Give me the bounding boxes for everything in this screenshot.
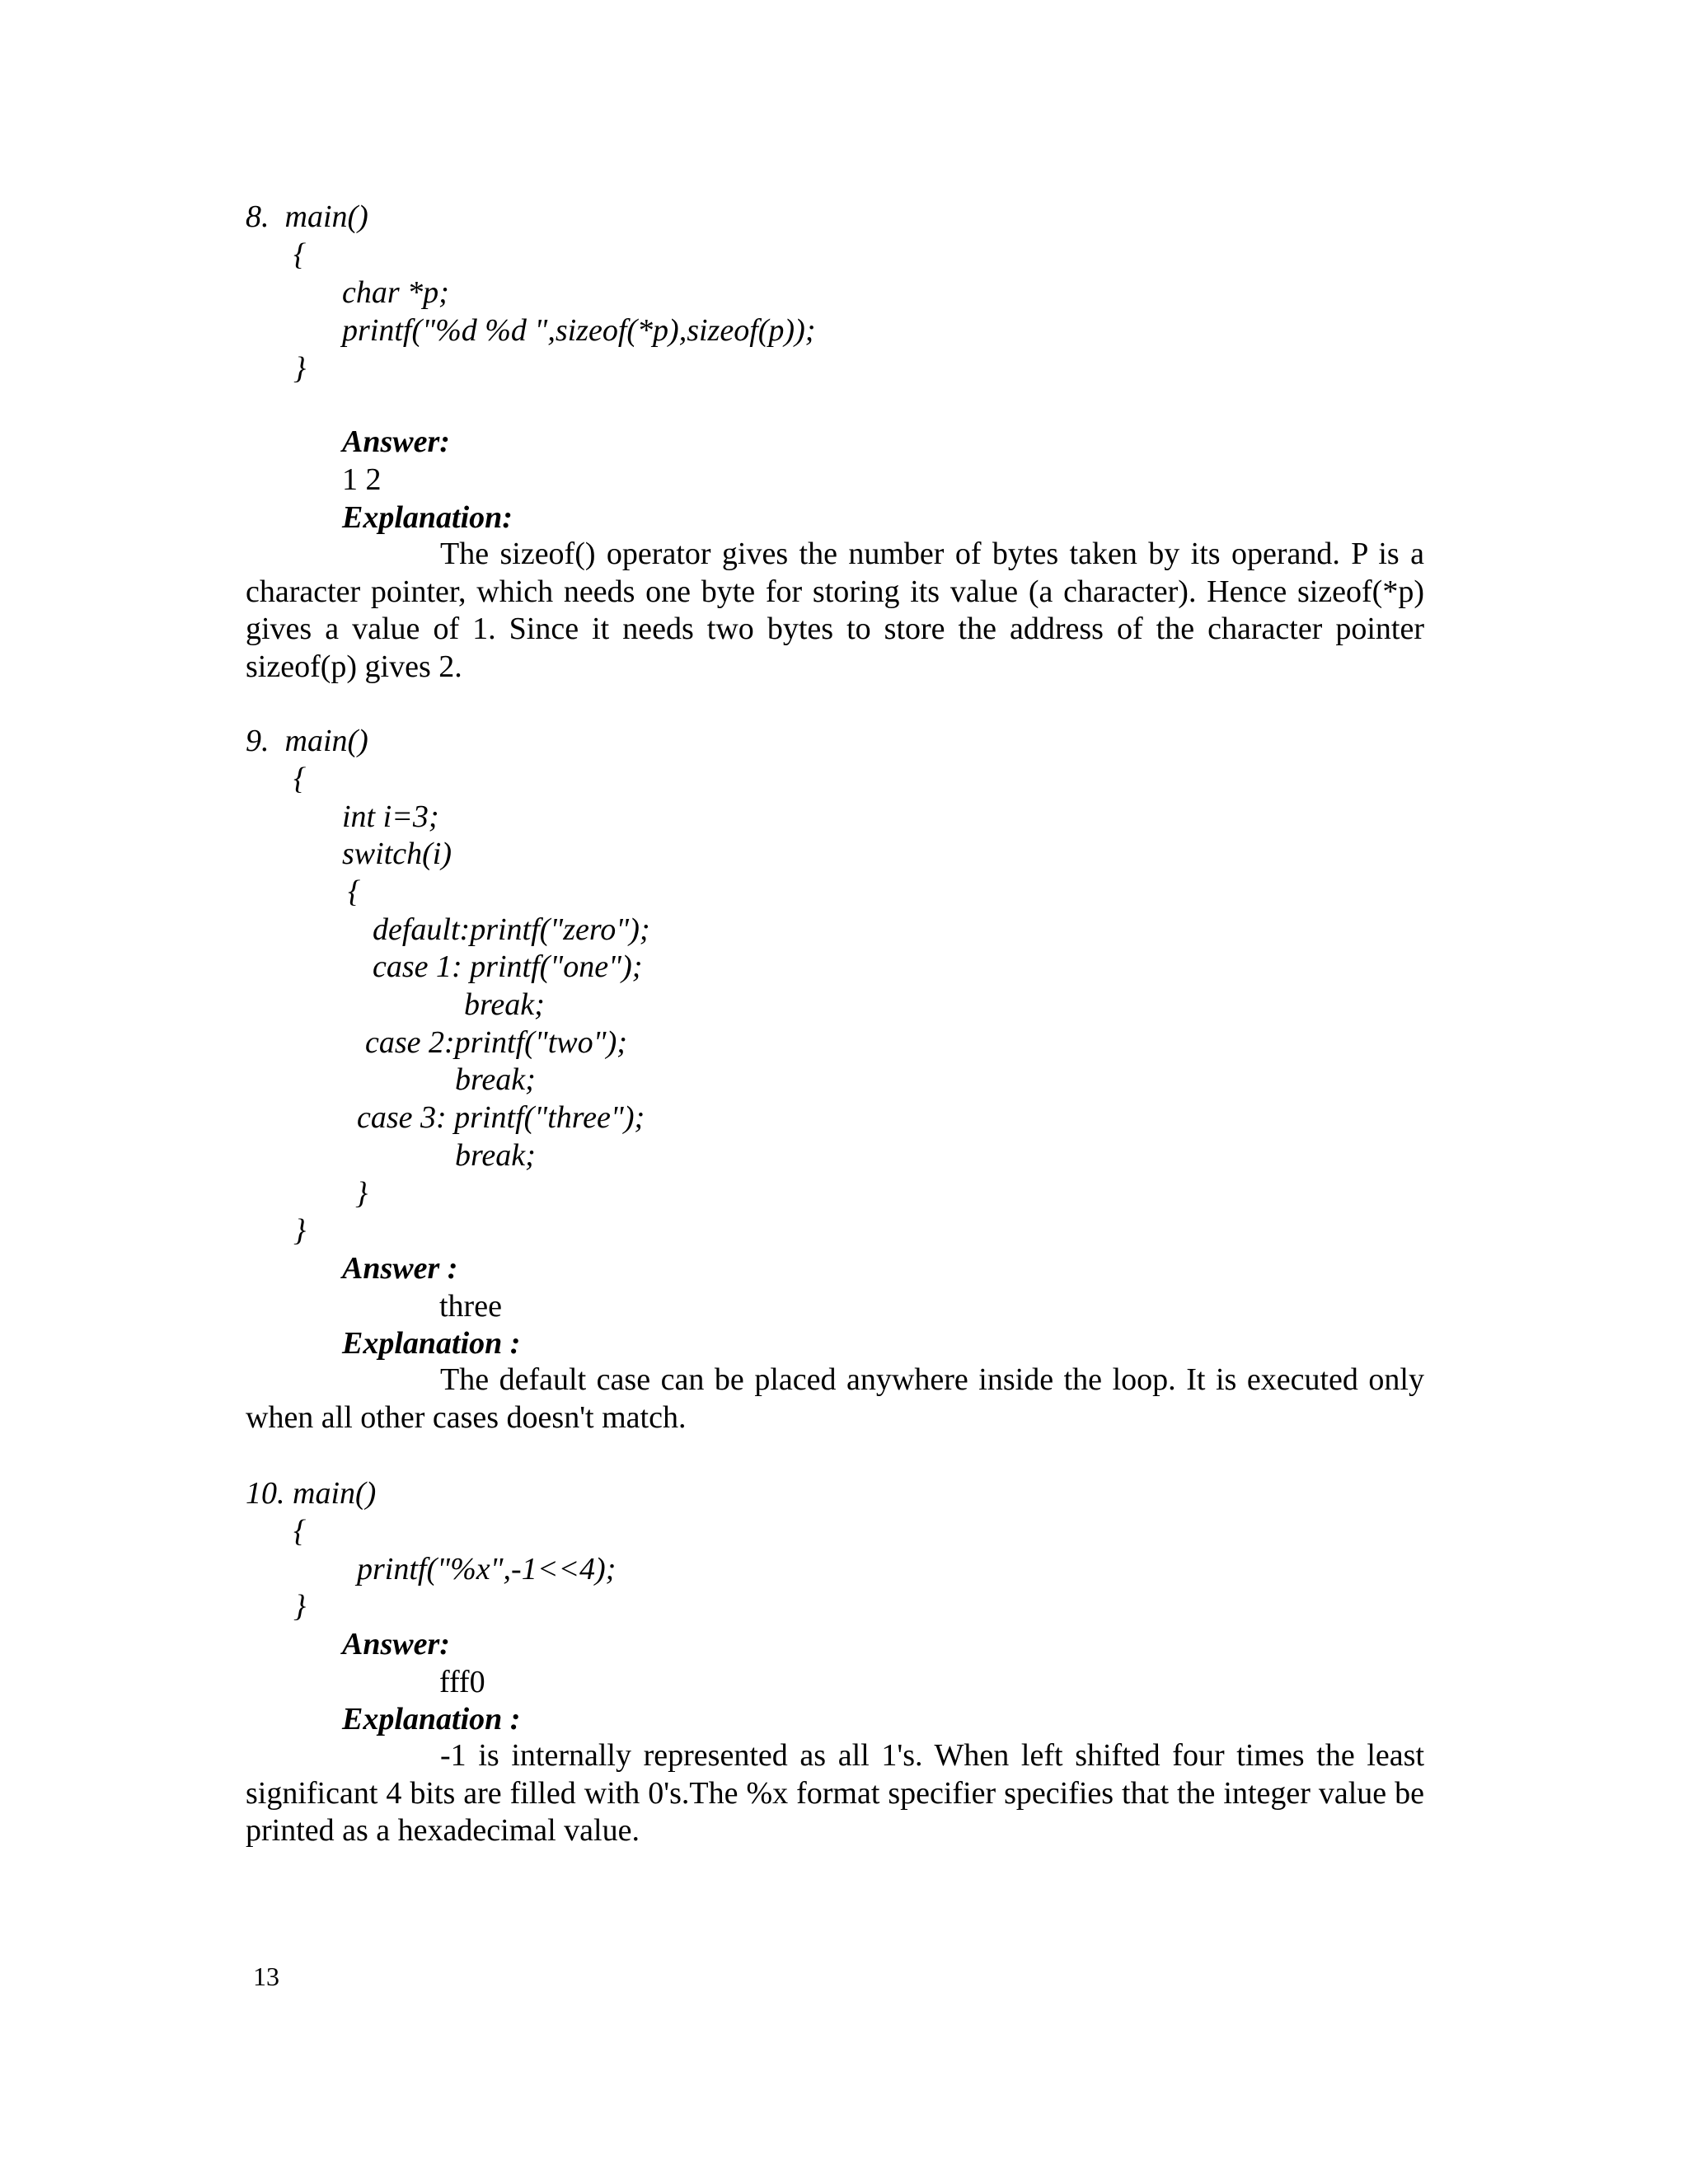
q9-code-line: break;: [455, 1062, 536, 1097]
q10-answer-label: Answer:: [342, 1627, 450, 1661]
q9-code-line: int i=3;: [342, 799, 439, 834]
q9-switch-close-brace: }: [355, 1176, 368, 1211]
q8-explanation-label: Explanation:: [342, 500, 513, 535]
page-number: 13: [253, 1961, 279, 1991]
q10-open-brace: {: [293, 1514, 307, 1549]
q9-code-line: case 1: printf("one");: [373, 949, 643, 984]
q10-answer-value: fff0: [439, 1665, 485, 1699]
q9-code-line: break;: [455, 1138, 536, 1173]
q9-code-line: break;: [464, 987, 545, 1022]
q9-answer-label: Answer :: [342, 1251, 458, 1286]
q9-switch-open-brace: {: [348, 874, 361, 909]
q9-close-brace: }: [293, 1213, 307, 1248]
q9-heading: 9. main(): [246, 724, 368, 758]
q8-close-brace: }: [293, 351, 307, 386]
q8-answer-label: Answer:: [342, 424, 450, 459]
q9-code-line: default:printf("zero");: [373, 912, 650, 947]
q8-explanation-text: The sizeof() operator gives the number of bytes taken by its operand. P is a character pointer, which needs one byte for storing its value (a character). Hence sizeof(*p) gives a value of 1. Since it needs two bytes to store the address of the character pointer sizeof(p) gives 2.: [246, 537, 1424, 684]
q8-heading: 8. main(): [246, 199, 368, 234]
q9-open-brace: {: [293, 762, 307, 796]
q10-close-brace: }: [293, 1589, 307, 1624]
q8-open-brace: {: [293, 237, 307, 272]
q8-answer-value: 1 2: [342, 462, 382, 497]
q9-answer-value: three: [439, 1289, 502, 1324]
q9-code-line: case 2:printf("two");: [365, 1025, 627, 1060]
q9-code-line: switch(i): [342, 837, 452, 871]
q10-explanation-label: Explanation :: [342, 1702, 521, 1736]
q8-code-line: char *p;: [342, 275, 449, 310]
q9-explanation-text: The default case can be placed anywhere inside the loop. It is executed only when all other cases doesn't match.: [246, 1362, 1424, 1435]
q10-explanation-text: -1 is internally represented as all 1's. When left shifted four times the least significant 4 bits are filled with 0's.The %x format specifier specifies that the integer value be printed as a hexadecimal value.: [246, 1738, 1424, 1848]
q8-code-line: printf("%d %d ",sizeof(*p),sizeof(p));: [342, 313, 816, 348]
q9-code-line: case 3: printf("three");: [357, 1100, 645, 1135]
q10-heading: 10. main(): [246, 1476, 377, 1511]
q10-code-line: printf("%x",-1<<4);: [357, 1552, 617, 1586]
q9-explanation-label: Explanation :: [342, 1326, 521, 1361]
